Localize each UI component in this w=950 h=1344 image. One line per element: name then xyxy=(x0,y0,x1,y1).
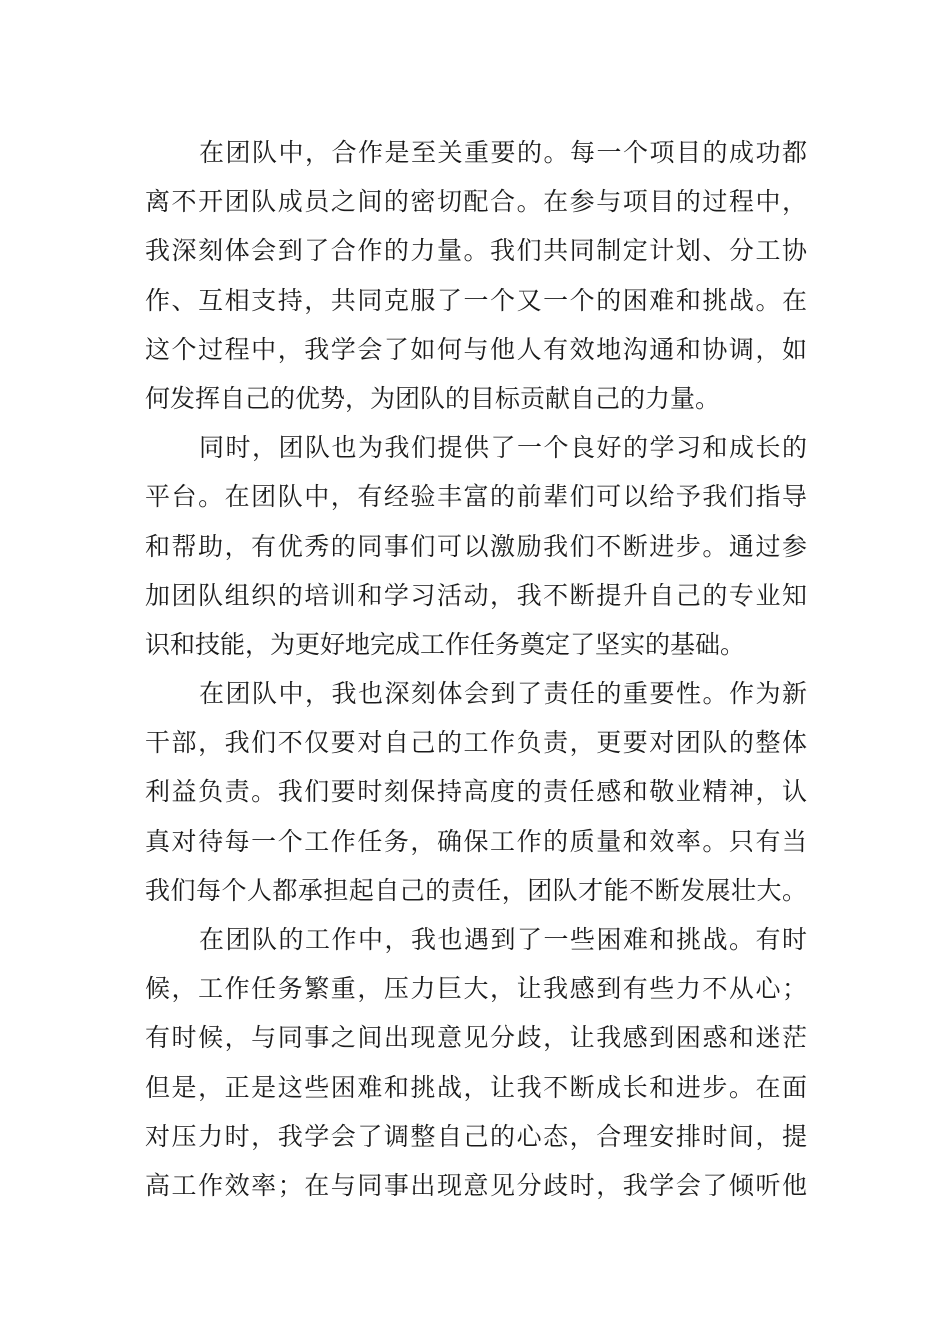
text-line: 有时候，与同事之间出现意见分歧，让我感到困惑和迷茫 xyxy=(145,1023,807,1053)
text-line: 候，工作任务繁重，压力巨大，让我感到有些力不从心； xyxy=(145,974,807,1004)
text-line: 和帮助，有优秀的同事们可以激励我们不断进步。通过参 xyxy=(145,531,807,561)
text-line: 平台。在团队中，有经验丰富的前辈们可以给予我们指导 xyxy=(145,482,807,512)
text-line: 利益负责。我们要时刻保持高度的责任感和敬业精神，认 xyxy=(145,777,807,807)
text-line: 对压力时，我学会了调整自己的心态，合理安排时间，提 xyxy=(145,1121,807,1151)
text-line: 作、互相支持，共同克服了一个又一个的困难和挑战。在 xyxy=(145,285,807,315)
document-body xyxy=(145,128,807,1210)
text-line: 何发挥自己的优势，为团队的目标贡献自己的力量。 xyxy=(145,383,721,413)
text-line: 在团队中，合作是至关重要的。每一个项目的成功都 xyxy=(199,138,807,167)
text-line: 识和技能，为更好地完成工作任务奠定了坚实的基础。 xyxy=(145,629,746,659)
text-line: 但是，正是这些困难和挑战，让我不断成长和进步。在面 xyxy=(145,1072,807,1102)
text-line: 真对待每一个工作任务，确保工作的质量和效率。只有当 xyxy=(145,826,807,856)
text-line: 同时，团队也为我们提供了一个良好的学习和成长的 xyxy=(199,433,807,463)
text-line: 干部，我们不仅要对自己的工作负责，更要对团队的整体 xyxy=(145,728,807,758)
text-line: 高工作效率；在与同事出现意见分歧时，我学会了倾听他 xyxy=(145,1170,807,1200)
text-line: 离不开团队成员之间的密切配合。在参与项目的过程中， xyxy=(145,187,807,217)
text-line: 这个过程中，我学会了如何与他人有效地沟通和协调，如 xyxy=(145,334,807,364)
text-line: 我深刻体会到了合作的力量。我们共同制定计划、分工协 xyxy=(145,236,807,266)
text-line: 在团队的工作中，我也遇到了一些困难和挑战。有时 xyxy=(199,925,807,954)
text-line: 我们每个人都承担起自己的责任，团队才能不断发展壮大。 xyxy=(145,875,807,905)
text-line: 加团队组织的培训和学习活动，我不断提升自己的专业知 xyxy=(145,580,807,610)
text-line: 在团队中，我也深刻体会到了责任的重要性。作为新 xyxy=(199,679,807,709)
